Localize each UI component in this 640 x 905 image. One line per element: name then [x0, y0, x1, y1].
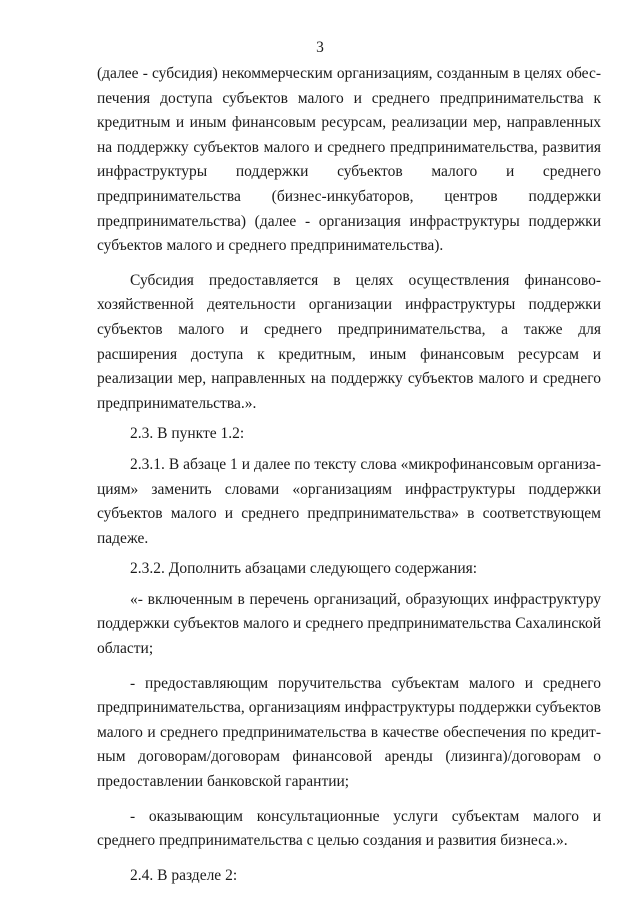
paragraph-item-2-3: 2.3. В пункте 1.2: [130, 425, 245, 443]
paragraph-item-2-3-1: 2.3.1. В абзаце 1 и далее по тексту слова «микрофинансовым организациям» заменить словами «организациям инфраструктуры поддержки субъектов малого и среднего предпринимательства» в соответствующем падеже. [97, 455, 601, 547]
paragraph-list-guarantees: - предоставляющим поручительства субъектам малого и среднего предпринимательства, организациям инфраструктуры поддержки субъектов малого и среднего предпринимательства в качестве обеспечения по кредитным договорам/договорам финансовой аренды (лизинга)/договорам о предоставлении банковской гарантии; [97, 674, 601, 791]
paragraph-item-2-4: 2.4. В разделе 2: [130, 866, 238, 884]
paragraph-item-2-3-2: 2.3.2. Дополнить абзацами следующего содержания: [130, 560, 478, 578]
paragraph-subsidy-definition: (далее - субсидия) некоммерческим организациям, созданным в целях обеспечения доступа субъектов малого и среднего предпринимательства к кредитным и иным финансовым ресурсам, реализации мер, направленных на поддержку субъектов малого и среднего предпринимательства, развития инфраструктуры поддержки субъектов малого и среднего предпринимательства (бизнес-инкубаторов, центров поддержки предпринимательства) (далее - организация инфраструктуры поддержки субъектов малого и среднего предпринимательства). [97, 65, 601, 255]
paragraph-list-consulting: - оказывающим консультационные услуги субъектам малого и среднего предпринимательства с целью создания и развития бизнеса.». [97, 807, 601, 850]
page-number: 3 [316, 39, 324, 56]
paragraph-list-included: «- включенным в перечень организаций, образующих инфраструктуру поддержки субъектов малого и среднего предпринимательства Сахалинской области; [97, 590, 601, 658]
paragraph-subsidy-purpose: Субсидия предоставляется в целях осуществления финансово-хозяйственной деятельности организации инфраструктуры поддержки субъектов малого и среднего предпринимательства, а также для расширения доступа к кредитным, иным финансовым ресурсам и реализации мер, направленных на поддержку субъектов малого и среднего предпринимательства.». [97, 271, 601, 412]
document-body [97, 62, 601, 888]
